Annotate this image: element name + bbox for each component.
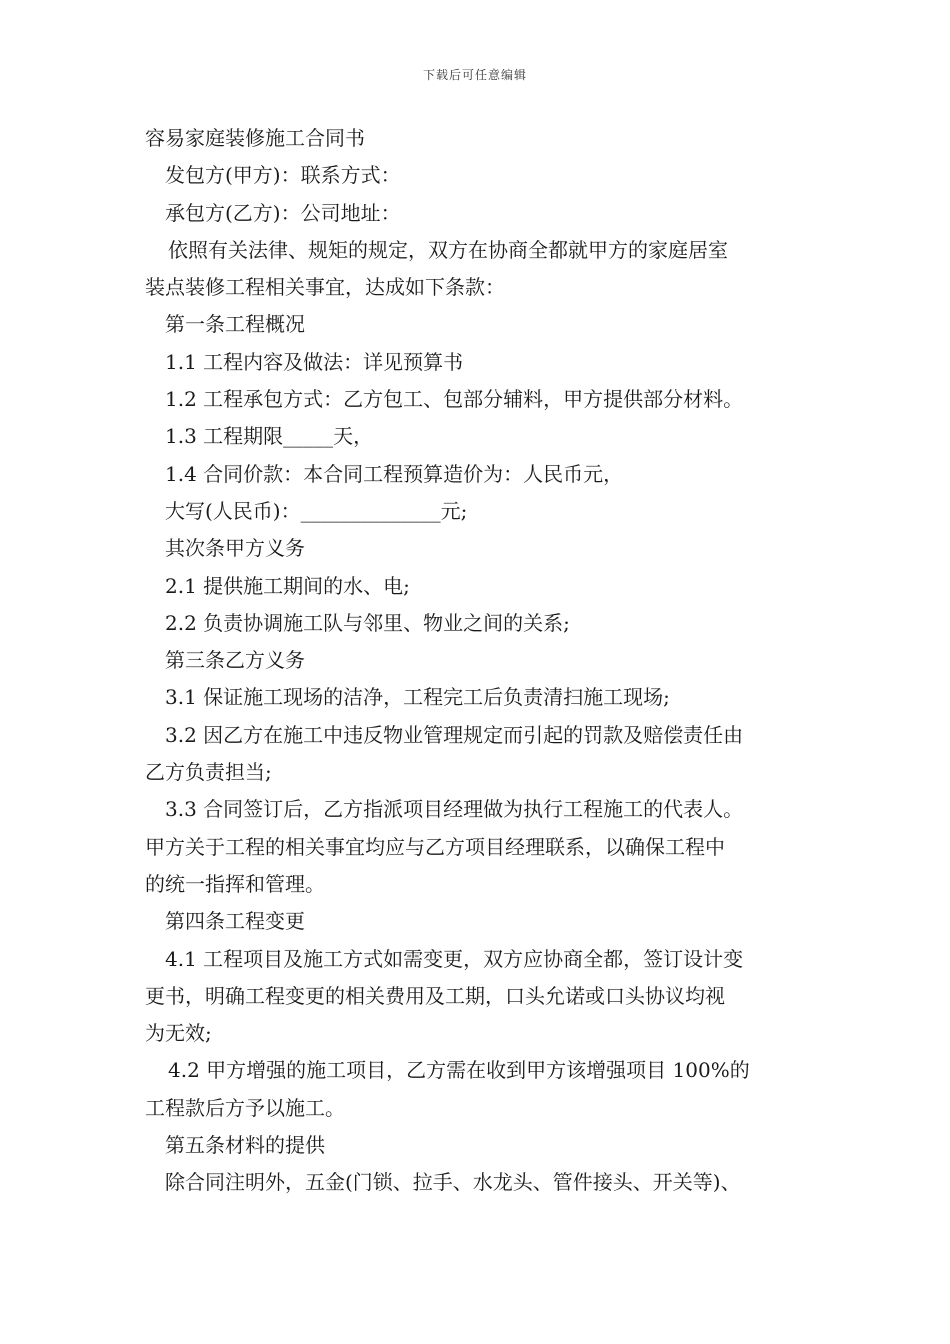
article-3-item-1: 3.1 保证施工现场的洁净，工程完工后负责清扫施工现场; [165,685,670,710]
article-5-heading: 第五条材料的提供 [165,1133,325,1158]
intro-line-2: 装点装修工程相关事宜，达成如下条款： [145,275,505,300]
page-header-note: 下载后可任意编辑 [422,68,527,82]
article-3-heading: 第三条乙方义务 [165,648,305,673]
article-4-item-1-line-1: 4.1 工程项目及施工方式如需变更，双方应协商全都，签订设计变 [165,946,744,971]
article-2-heading: 其次条甲方义务 [165,536,305,561]
article-4-item-2-line-1: 4.2 甲方增强的施工项目，乙方需在收到甲方该增强项目 100%的 [168,1058,750,1083]
article-4-item-1-line-2: 更书，明确工程变更的相关费用及工期，口头允诺或口头协议均视 [145,983,725,1008]
article-3-item-3-line-1: 3.3 合同签订后，乙方指派项目经理做为执行工程施工的代表人。 [165,797,744,822]
intro-line-1: 依照有关法律、规矩的规定，双方在协商全都就甲方的家庭居室 [168,237,728,262]
article-4-item-2-line-2: 工程款后方予以施工。 [145,1095,345,1120]
article-5-text: 除合同注明外，五金(门锁、拉手、水龙头、管件接头、开关等)、 [165,1170,741,1195]
article-1-item-2: 1.2 工程承包方式：乙方包工、包部分辅料，甲方提供部分材料。 [165,387,744,412]
article-2-item-2: 2.2 负责协调施工队与邻里、物业之间的关系; [165,610,570,635]
article-3-item-3-line-2: 甲方关于工程的相关事宜均应与乙方项目经理联系，以确保工程中 [145,834,725,859]
contract-body [145,120,810,1202]
article-1-heading: 第一条工程概况 [165,312,305,337]
party-a-line: 发包方(甲方)：联系方式： [165,163,401,188]
document-title: 容易家庭装修施工合同书 [145,126,365,150]
article-1-item-3: 1.3 工程期限_____天， [165,424,374,449]
article-1-item-5: 大写(人民币)：______________元; [165,498,468,523]
article-2-item-1: 2.1 提供施工期间的水、电; [165,573,410,598]
article-3-item-2-line-1: 3.2 因乙方在施工中违反物业管理规定而引起的罚款及赔偿责任由 [165,722,744,747]
article-4-item-1-line-3: 为无效; [145,1021,212,1046]
article-1-item-1: 1.1 工程内容及做法：详见预算书 [165,349,464,374]
article-4-heading: 第四条工程变更 [165,909,305,934]
article-1-item-4: 1.4 合同价款：本合同工程预算造价为：人民币元， [165,461,624,486]
article-3-item-2-line-2: 乙方负责担当; [145,760,272,785]
party-b-line: 承包方(乙方)：公司地址： [165,200,401,225]
article-3-item-3-line-3: 的统一指挥和管理。 [145,871,325,896]
